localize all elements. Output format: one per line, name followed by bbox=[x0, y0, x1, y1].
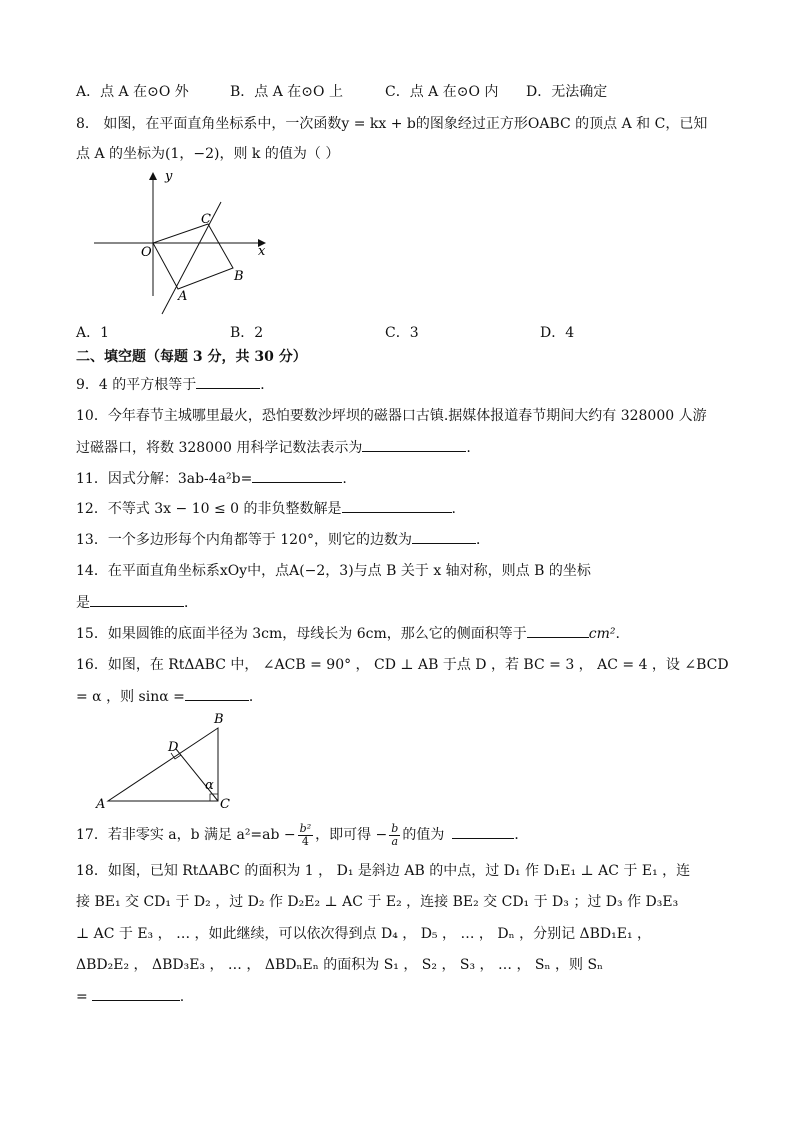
q7-option-d: D．无法确定 bbox=[526, 84, 608, 100]
q12-end: . bbox=[451, 501, 456, 517]
q18-equals: = bbox=[76, 989, 88, 1005]
q17-fraction-b2-over-4 bbox=[298, 823, 313, 848]
q7-option-a: A．点 A 在⊙O 外 bbox=[76, 84, 189, 100]
q18-line2: 接 BE₁ 交 CD₁ 于 D₂ ，过 D₂ 作 D₂E₂ ⊥ AC 于 E₂ ，连接 BE₂ 交 CD₁ 于 D₃ ；过 D₃ 作 D₃E₃ bbox=[76, 894, 679, 910]
q16-label-a: A bbox=[96, 797, 106, 812]
q11-answer-blank[interactable] bbox=[252, 468, 342, 483]
q10-line1: 10．今年春节主城哪里最火，恐怕要数沙坪坝的磁器口古镇.据媒体报道春节期间大约有 328000 人游 bbox=[76, 408, 707, 424]
q18-line5 bbox=[76, 986, 184, 1007]
q9 bbox=[76, 374, 274, 395]
q17-frac1-numerator: b² bbox=[299, 821, 312, 835]
q9-text: 9．4 的平方根等于 bbox=[76, 377, 197, 393]
q16-segment-cd bbox=[176, 749, 218, 801]
section-title: 二、填空题（每题 3 分，共 30 分） bbox=[76, 349, 307, 365]
q18-line3: ⊥ AC 于 E₃ ， … ，如此继续，可以依次得到点 D₄ ， D₅ ， … ， Dₙ ，分别记 ΔBD₁E₁ ， bbox=[76, 926, 652, 942]
q8-coordinate-diagram bbox=[92, 166, 282, 316]
q17 bbox=[76, 822, 528, 848]
q9-end: ． bbox=[260, 377, 275, 393]
q12 bbox=[76, 498, 456, 519]
q10-line2 bbox=[76, 437, 471, 458]
q17-frac2-denominator: a bbox=[391, 834, 399, 848]
q18-answer-blank[interactable] bbox=[92, 986, 180, 1001]
q15-end: . bbox=[615, 626, 620, 642]
q8-label-y: y bbox=[165, 169, 173, 184]
q18-line1: 18．如图，已知 RtΔABC 的面积为 1 ， D₁ 是斜边 AB 的中点，过 D₁ 作 D₁E₁ ⊥ AC 于 E₁ ，连 bbox=[76, 863, 691, 879]
q13 bbox=[76, 529, 490, 550]
q14-end: ． bbox=[184, 595, 198, 611]
q13-text: 13．一个多边形每个内角都等于 120°，则它的边数为 bbox=[76, 532, 412, 548]
q18-line4: ΔBD₂E₂ ， ΔBD₃E₃ ， … ， ΔBDₙEₙ 的面积为 S₁ ， S₂ ， S₃ ， … ， Sₙ ，则 Sₙ bbox=[76, 957, 604, 973]
q10-end: . bbox=[466, 440, 471, 456]
q13-end: ． bbox=[476, 532, 490, 548]
q17-frac2-numerator: b bbox=[391, 821, 399, 835]
q8-square-oabc bbox=[153, 224, 233, 289]
q16-triangle-diagram bbox=[92, 708, 242, 814]
q16-label-d: D bbox=[168, 740, 179, 755]
q8-label-o: O bbox=[141, 245, 152, 260]
q10-text: 过磁器口，将数 328000 用科学记数法表示为 bbox=[76, 440, 363, 456]
q14-text: 是 bbox=[76, 595, 90, 611]
q17-end: ． bbox=[514, 827, 529, 843]
q17-frac1-denominator: 4 bbox=[301, 834, 309, 848]
q18-end: . bbox=[179, 989, 185, 1005]
q16-text: = α ，则 sinα = bbox=[76, 689, 185, 705]
q14-line1: 14．在平面直角坐标系xOy中，点A(−2，3)与点 B 关于 x 轴对称，则点 B 的坐标 bbox=[76, 563, 591, 579]
q16-label-b: B bbox=[214, 712, 224, 727]
q16-triangle-abc bbox=[108, 728, 218, 801]
q13-answer-blank[interactable] bbox=[412, 529, 476, 544]
q14-answer-blank[interactable] bbox=[90, 592, 184, 607]
q17-post-text: 的值为 bbox=[402, 827, 445, 843]
q11 bbox=[76, 468, 347, 489]
q17-mid: ，即可得 − bbox=[315, 827, 388, 843]
q8-options bbox=[76, 323, 574, 343]
q11-end: . bbox=[342, 471, 347, 487]
q7-options bbox=[76, 82, 607, 102]
q15-unit: cm² bbox=[588, 626, 616, 642]
q11-text: 11．因式分解：3ab-4a²b= bbox=[76, 471, 253, 487]
q16-label-c: C bbox=[220, 797, 230, 812]
q16-line2 bbox=[76, 686, 263, 707]
q8-label-b: B bbox=[234, 269, 244, 284]
q15-text: 15．如果圆锥的底面半径为 3cm，母线长为 6cm，那么它的侧面积等于 bbox=[76, 626, 527, 642]
q9-answer-blank[interactable] bbox=[196, 374, 260, 389]
q7-option-c: C．点 A 在⊙O 内 bbox=[385, 84, 499, 100]
q7-option-b: B．点 A 在⊙O 上 bbox=[230, 84, 343, 100]
q15-answer-blank[interactable] bbox=[527, 623, 589, 638]
q16-end: ． bbox=[248, 689, 263, 705]
q8-label-a: A bbox=[178, 289, 188, 304]
q17-text: 17．若非零实 a，b 满足 a²=ab − bbox=[76, 827, 296, 843]
q16-answer-blank[interactable] bbox=[185, 686, 249, 701]
q8-stem-line2: 点 A 的坐标为(1，−2)，则 k 的值为（ ） bbox=[76, 146, 340, 162]
q8-line-kx-b bbox=[162, 202, 221, 314]
q16-line1: 16．如图，在 RtΔABC 中， ∠ACB = 90° ， CD ⊥ AB 于点 D ，若 BC = 3 ， AC = 4 ，设 ∠BCD bbox=[76, 657, 729, 673]
q17-answer-blank[interactable] bbox=[452, 824, 514, 839]
q8-figure bbox=[92, 166, 282, 320]
q15 bbox=[76, 623, 620, 644]
q14-line2 bbox=[76, 592, 198, 613]
q12-text: 12．不等式 3x − 10 ≤ 0 的非负整数解是 bbox=[76, 501, 342, 517]
q8-option-a: A．1 bbox=[76, 325, 110, 341]
q10-answer-blank[interactable] bbox=[362, 437, 466, 452]
q8-option-c: C．3 bbox=[385, 325, 419, 341]
q16-figure bbox=[92, 708, 242, 818]
q17-fraction-b-over-a bbox=[389, 823, 400, 848]
q16-label-alpha: α bbox=[205, 778, 214, 793]
q12-answer-blank[interactable] bbox=[342, 498, 452, 513]
q8-option-b: B．2 bbox=[230, 325, 264, 341]
q8-option-d: D．4 bbox=[540, 325, 575, 341]
q8-label-x: x bbox=[258, 244, 266, 259]
q8-stem-line1: 8． 如图，在平面直角坐标系中，一次函数y = kx + b的图象经过正方形OABC 的顶点 A 和 C，已知 bbox=[76, 116, 708, 132]
q8-label-c: C bbox=[201, 212, 211, 227]
